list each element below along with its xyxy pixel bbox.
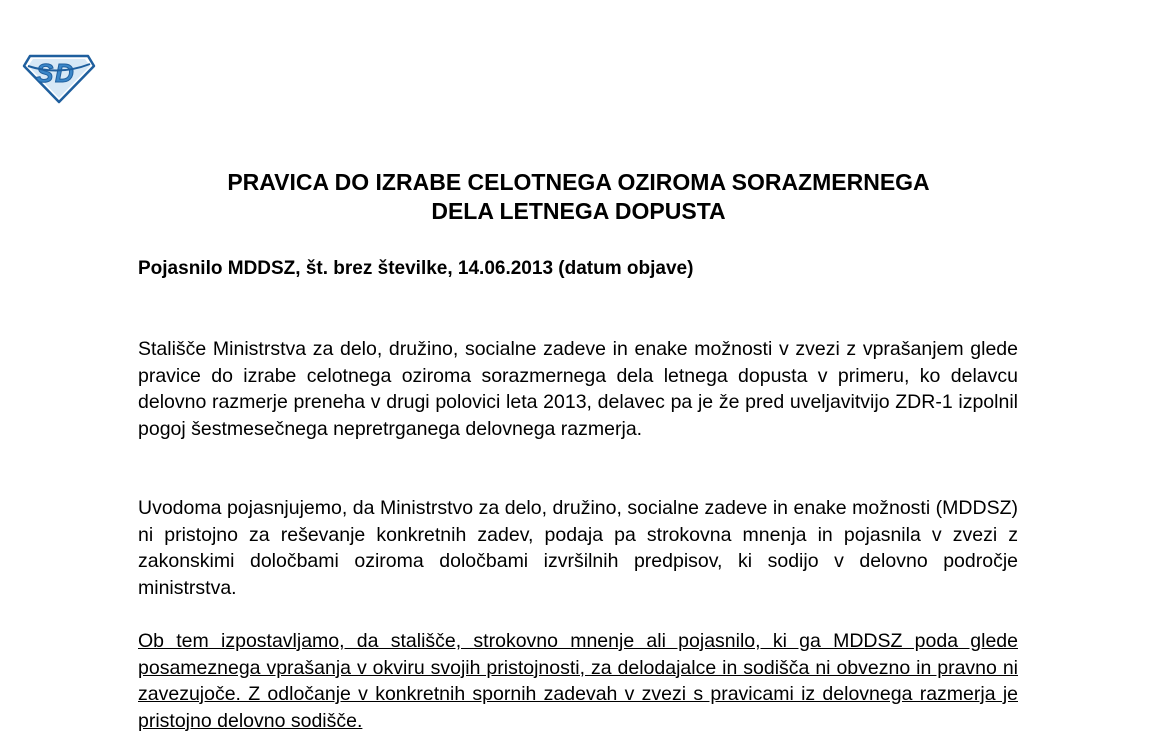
- svg-text:D: D: [55, 58, 74, 88]
- title-line-1: PRAVICA DO IZRABE CELOTNEGA OZIROMA SORAZMERNEGA: [227, 169, 930, 195]
- paragraph-2: Uvodoma pojasnjujemo, da Ministrstvo za delo, družino, socialne zadeve in enake možnosti (MDDSZ) ni pristojno za reševanje konkretnih zadev, podaja pa strokovna mnenja in pojasnila v zvezi z zakonskimi določbami oziroma določbami izvršilnih predpisov, ki sodijo v delovno področje ministrstva.: [138, 497, 1018, 599]
- document-subtitle: Pojasnilo MDDSZ, št. brez številke, 14.06.2013 (datum objave): [138, 258, 694, 279]
- paragraph-3-underlined: Ob tem izpostavljamo, da stališče, strokovno mnenje ali pojasnilo, ki ga MDDSZ poda glede posameznega vprašanja v okviru svojih pristojnosti, za delodajalce in sodišča ni obvezno in pravno ni zavezujoče. Z odločanje v konkretnih spornih zadevah v zvezi s pravicami iz delovnega razmerja je pristojno delovno sodišče.: [138, 630, 1018, 732]
- sd-shield-logo-icon: [22, 50, 96, 104]
- svg-text:S: S: [36, 58, 54, 88]
- title-line-2: DELA LETNEGA DOPUSTA: [431, 198, 726, 224]
- paragraph-1: Stališče Ministrstva za delo, družino, socialne zadeve in enake možnosti v zvezi z vprašanjem glede pravice do izrabe celotnega oziroma sorazmernega dela letnega dopusta v primeru, ko delavcu delovno razmerje preneha v drugi polovici leta 2013, delavec pa je že pred uveljavitvijo ZDR-1 izpolnil pogoj šestmesečnega nepretrganega delovnega razmerja.: [138, 338, 1018, 440]
- document-title: [100, 168, 1057, 226]
